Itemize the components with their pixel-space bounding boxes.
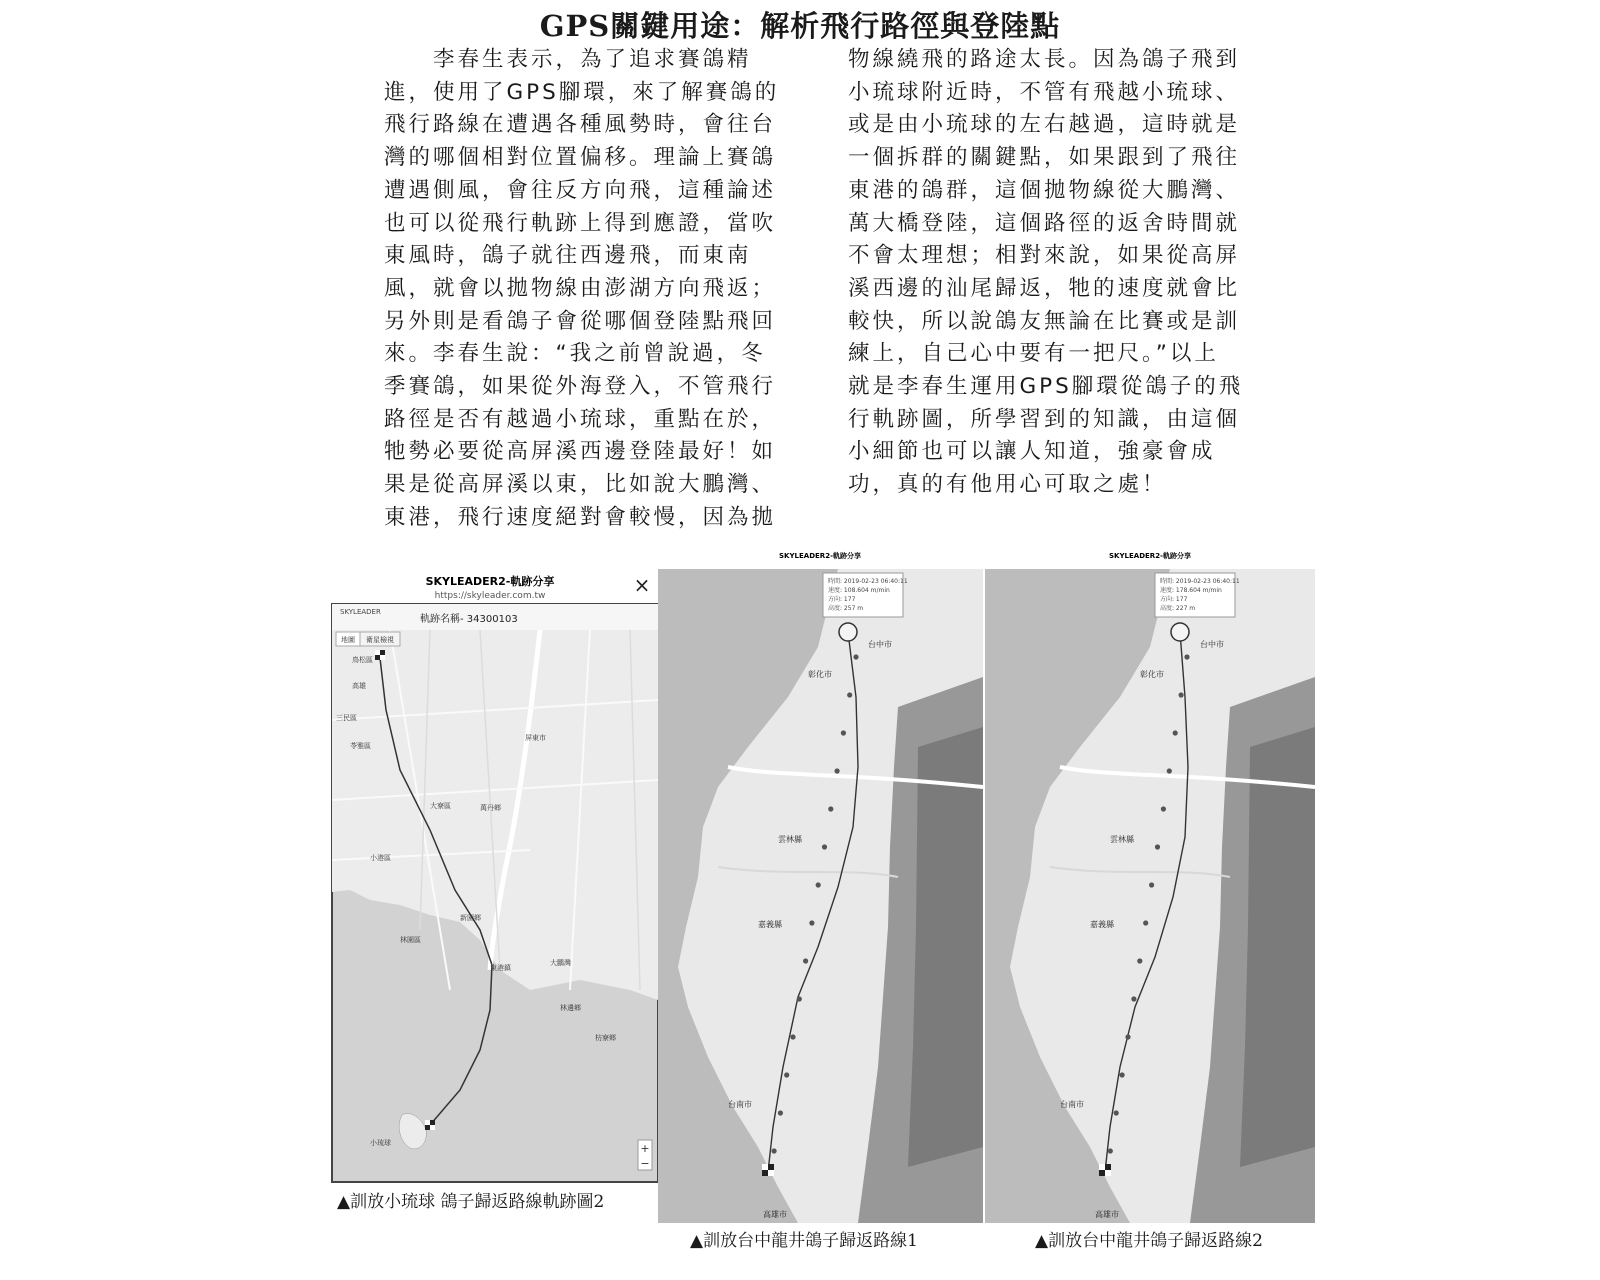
map1-tab-map[interactable]: 地圖 bbox=[341, 636, 355, 644]
article-line: 不會太理想；相對來說，如果從高屏 bbox=[848, 243, 1241, 269]
map1-place-label: 小港區 bbox=[370, 854, 391, 862]
map1-place-label: 枋寮鄉 bbox=[595, 1034, 616, 1042]
article-line: 就是李春生運用GPS腳環從鴿子的飛 bbox=[848, 374, 1244, 400]
article-column-left bbox=[384, 44, 794, 535]
map1-place-label: 鳥松區 bbox=[352, 656, 373, 664]
article-line: 另外則是看鴿子會從哪個登陸點飛回 bbox=[384, 308, 777, 334]
map1-place-label: 大寮區 bbox=[430, 802, 451, 810]
map2-info-line: 方向: 177 bbox=[828, 596, 856, 603]
map-panel-xiaoliuqiu bbox=[330, 570, 666, 1185]
map1-header-title: SKYLEADER2-軌跡分享 bbox=[425, 575, 555, 588]
map2-header-title: SKYLEADER2-軌跡分享 bbox=[779, 552, 861, 560]
track-point bbox=[790, 1034, 795, 1039]
article-line: 練上，自己心中要有一把尺。”以上 bbox=[848, 341, 1219, 367]
article-line: 路徑是否有越過小琉球，重點在於， bbox=[384, 406, 777, 432]
article-line: 李春生表示，為了追求賽鴿精 bbox=[384, 47, 752, 72]
article-line: 萬大橋登陸，這個路徑的返舍時間就 bbox=[848, 210, 1241, 236]
map1-place-label: 林園區 bbox=[400, 936, 421, 944]
track-point bbox=[1125, 1034, 1130, 1039]
map1-place-label: 大鵬灣 bbox=[550, 959, 571, 967]
map1-caption: ▲訓放小琉球 鴿子歸返路線軌跡圖2 bbox=[337, 1192, 605, 1212]
track-point bbox=[847, 692, 852, 697]
map1-place-label: 新園鄉 bbox=[460, 914, 481, 922]
article-line: 進，使用了GPS腳環，來了解賽鴿的 bbox=[384, 79, 780, 105]
track-point bbox=[1179, 692, 1184, 697]
track-point bbox=[1108, 1148, 1113, 1153]
article-line: 小細節也可以讓人知道，強豪會成 bbox=[848, 439, 1216, 465]
article-line: 來。李春生說：“我之前曾說過，冬 bbox=[384, 341, 766, 367]
track-point bbox=[1114, 1110, 1119, 1115]
map1-place-label: 三民區 bbox=[336, 714, 357, 722]
article-line: 溪西邊的汕尾歸返，牠的速度就會比 bbox=[848, 275, 1241, 301]
article-line: 行軌跡圖，所學習到的知識，由這個 bbox=[848, 406, 1241, 432]
map3-info-line: 高度: 227 m bbox=[1160, 605, 1196, 612]
track-point bbox=[822, 844, 827, 849]
map1-place-label: 苓雅區 bbox=[350, 742, 371, 750]
map2-place-label: 高雄市 bbox=[763, 1210, 787, 1219]
article-line: 果是從高屏溪以東，比如說大鵬灣、 bbox=[384, 472, 777, 498]
map2-place-label: 台中市 bbox=[868, 640, 892, 649]
map1-place-label: 高雄 bbox=[352, 682, 366, 690]
article-line: 東港的鴿群，這個拋物線從大鵬灣、 bbox=[848, 177, 1241, 203]
track-point bbox=[772, 1148, 777, 1153]
zoom-in-button[interactable]: + bbox=[640, 1142, 650, 1155]
map3-place-label: 台中市 bbox=[1200, 640, 1224, 649]
track-point bbox=[797, 996, 802, 1001]
article-line: 或是由小琉球的左右越過，這時就是 bbox=[848, 112, 1241, 138]
map2-place-label: 台南市 bbox=[728, 1100, 752, 1109]
map2-caption: ▲訓放台中龍井鴿子歸返路線1 bbox=[690, 1231, 918, 1251]
article-title: GPS關鍵用途：解析飛行路徑與登陸點 bbox=[539, 9, 1061, 43]
map3-place-label: 雲林縣 bbox=[1110, 835, 1134, 844]
article-line: 功，真的有他用心可取之處！ bbox=[848, 472, 1167, 498]
map-panel-route-2 bbox=[985, 547, 1315, 1223]
map1-place-label: 小琉球 bbox=[370, 1139, 391, 1147]
track-point bbox=[828, 806, 833, 811]
map3-place-label: 高雄市 bbox=[1095, 1210, 1119, 1219]
track-point bbox=[784, 1072, 789, 1077]
track-point bbox=[1137, 958, 1142, 963]
map2-info-line: 時間: 2019-02-23 06:40:11 bbox=[828, 578, 908, 585]
map2-place-label: 嘉義縣 bbox=[758, 920, 782, 929]
article-line: 物線繞飛的路途太長。因為鴿子飛到 bbox=[848, 47, 1241, 72]
article-line: 東港，飛行速度絕對會較慢，因為拋 bbox=[384, 504, 777, 530]
map3-header-title: SKYLEADER2-軌跡分享 bbox=[1109, 552, 1191, 560]
article-line: 飛行路線在遭遇各種風勢時，會往台 bbox=[384, 112, 777, 138]
skyleader-logo: SKYLEADER bbox=[340, 608, 381, 616]
track-point bbox=[816, 882, 821, 887]
track-point bbox=[778, 1110, 783, 1115]
track-point bbox=[803, 958, 808, 963]
track-point bbox=[1161, 806, 1166, 811]
map3-place-label: 彰化市 bbox=[1140, 670, 1164, 679]
track-point bbox=[1143, 920, 1148, 925]
map3-place-label: 台南市 bbox=[1060, 1100, 1084, 1109]
track-point bbox=[1173, 730, 1178, 735]
close-icon[interactable]: × bbox=[633, 573, 651, 597]
track-point bbox=[1167, 768, 1172, 773]
map2-place-label: 彰化市 bbox=[808, 670, 832, 679]
map1-place-label: 萬丹鄉 bbox=[480, 804, 501, 812]
map-panel-route-1 bbox=[658, 547, 983, 1223]
article-line: 較快，所以說鴿友無論在比賽或是訓 bbox=[848, 308, 1241, 334]
zoom-out-button[interactable]: − bbox=[640, 1157, 650, 1170]
track-point bbox=[1131, 996, 1136, 1001]
article-line: 東風時，鴿子就往西邊飛，而東南 bbox=[384, 243, 752, 269]
map1-track-name: 軌跡名稱- 34300103 bbox=[420, 614, 518, 625]
map1-header-url: https://skyleader.com.tw bbox=[434, 591, 546, 601]
map1-tab-satellite[interactable]: 衛星檢視 bbox=[366, 636, 394, 644]
article-line: 灣的哪個相對位置偏移。理論上賽鴿 bbox=[384, 145, 777, 171]
track-point bbox=[841, 730, 846, 735]
map3-caption: ▲訓放台中龍井鴿子歸返路線2 bbox=[1035, 1231, 1263, 1251]
map1-place-label: 屏東市 bbox=[525, 734, 546, 742]
track-point bbox=[1155, 844, 1160, 849]
track-point bbox=[835, 768, 840, 773]
map1-place-label: 東港鎮 bbox=[490, 964, 511, 972]
map2-info-line: 速度: 108.604 m/min bbox=[828, 587, 890, 594]
article-line: 風，就會以拋物線由澎湖方向飛返； bbox=[384, 275, 777, 301]
track-point bbox=[1184, 654, 1189, 659]
article-line: 季賽鴿，如果從外海登入，不管飛行 bbox=[384, 374, 777, 400]
article-line: 小琉球附近時，不管有飛越小琉球、 bbox=[848, 79, 1241, 105]
map2-info-line: 高度: 257 m bbox=[828, 605, 864, 612]
map3-place-label: 嘉義縣 bbox=[1090, 920, 1114, 929]
map3-info-line: 時間: 2019-02-23 06:40:11 bbox=[1160, 578, 1240, 585]
track-point bbox=[1120, 1072, 1125, 1077]
article-line: 一個拆群的關鍵點，如果跟到了飛往 bbox=[848, 145, 1241, 171]
map1-place-label: 林邊鄉 bbox=[560, 1004, 581, 1012]
map3-info-line: 方向: 177 bbox=[1160, 596, 1188, 603]
track-point bbox=[809, 920, 814, 925]
map2-place-label: 雲林縣 bbox=[778, 835, 802, 844]
map3-info-line: 速度: 178.604 m/min bbox=[1160, 587, 1222, 594]
article-line: 也可以從飛行軌跡上得到應證，當吹 bbox=[384, 210, 777, 236]
article-column-right bbox=[848, 44, 1258, 502]
article-line: 遭遇側風，會往反方向飛，這種論述 bbox=[384, 177, 777, 203]
track-point bbox=[853, 654, 858, 659]
track-point bbox=[1149, 882, 1154, 887]
article-line: 牠勢必要從高屏溪西邊登陸最好！如 bbox=[384, 439, 777, 465]
